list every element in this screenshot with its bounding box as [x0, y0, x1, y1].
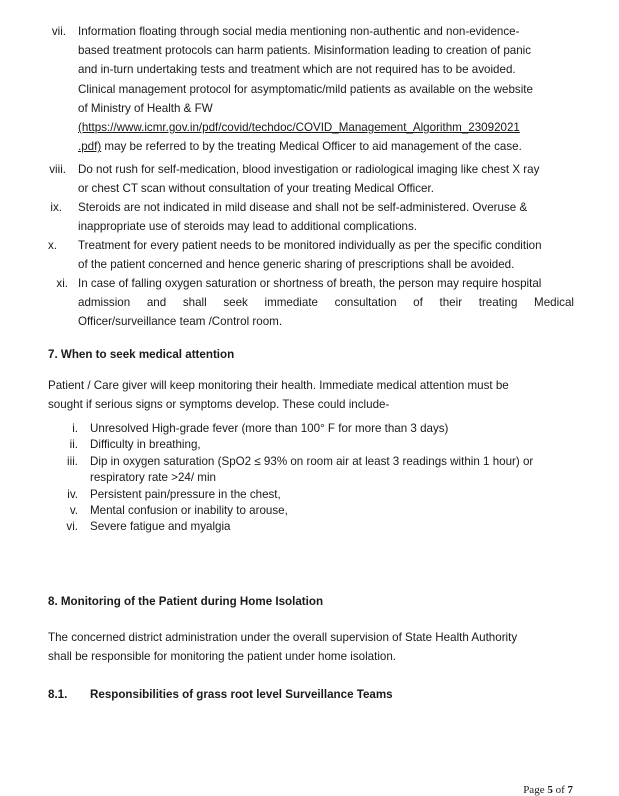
symptom-number: iv. — [67, 488, 78, 501]
para-line: The concerned district administration under the overall supervision of State Health Authority — [48, 631, 518, 644]
item-line: inappropriate use of steroids may lead to additional complications. — [78, 220, 417, 234]
item-line: admission and shall seek immediate consultation of their treating Medical — [78, 296, 574, 310]
section-7-intro — [48, 376, 578, 414]
symptom-number: ii. — [69, 438, 78, 451]
item-line: may be referred to by the treating Medical Officer to aid management of the case. — [101, 140, 522, 154]
symptom-line: Mental confusion or inability to arouse, — [90, 504, 288, 517]
symptom-number: v. — [69, 504, 78, 517]
item-line: based treatment protocols can harm patients. Misinformation leading to creation of panic — [78, 44, 532, 58]
item-line: Treatment for every patient needs to be monitored individually as per the specific condition — [78, 239, 542, 252]
page-of-label: of — [552, 784, 568, 796]
item-line: Officer/surveillance team /Control room. — [78, 315, 283, 329]
section-8-heading: 8. Monitoring of the Patient during Home Isolation — [48, 595, 324, 608]
item-number: vii. — [51, 25, 66, 38]
page-number: 5 — [547, 784, 553, 796]
item-number: x. — [48, 239, 58, 252]
item-line: of Ministry of Health & FW — [78, 101, 213, 115]
page-footer — [523, 784, 573, 796]
page-label: Page — [523, 784, 548, 796]
item-line: Steroids are not indicated in mild disease and shall not be self-administered. Overuse & — [78, 201, 528, 214]
symptom-line: Severe fatigue and myalgia — [90, 520, 231, 533]
protocol-link-end[interactable]: .pdf) — [78, 140, 102, 154]
symptom-line: Difficulty in breathing, — [90, 438, 201, 451]
para-line: Patient / Care giver will keep monitoring their health. Immediate medical attention must be — [48, 379, 509, 392]
protocol-link[interactable]: (https://www.icmr.gov.in/pdf/covid/techdoc/COVID_Management_Algorithm_23092021 — [78, 121, 520, 135]
item-line: Clinical management protocol for asymptomatic/mild patients as available on the website — [78, 82, 533, 96]
para-line: sought if serious signs or symptoms develop. These could include- — [48, 398, 390, 412]
item-line: or chest CT scan without consultation of your treating Medical Officer. — [78, 182, 434, 196]
symptom-line: Dip in oxygen saturation (SpO2 ≤ 93% on room air at least 3 readings within 1 hour) or — [90, 455, 534, 468]
symptom-line: Unresolved High-grade fever (more than 100° F for more than 3 days) — [90, 422, 449, 435]
section-8-1-number: 8.1. — [48, 688, 68, 701]
item-line: Do not rush for self-medication, blood investigation or radiological imaging like chest X ray — [78, 163, 540, 176]
symptom-number: iii. — [67, 455, 78, 468]
symptom-number: i. — [72, 422, 78, 435]
section-8-paragraph — [48, 628, 578, 666]
symptom-number: vi. — [66, 520, 78, 533]
item-line: and in-turn undertaking tests and treatment which are not required has to be avoided. — [78, 63, 516, 77]
item-line: Information floating through social media mentioning non-authentic and non-evidence- — [78, 25, 520, 38]
item-number: viii. — [49, 163, 66, 176]
item-line: In case of falling oxygen saturation or shortness of breath, the person may require hospital — [78, 277, 542, 290]
section-8-1-title: Responsibilities of grass root level Surveillance Teams — [90, 688, 393, 701]
page-total: 7 — [567, 784, 573, 796]
section-7-heading: 7. When to seek medical attention — [48, 348, 235, 361]
item-number: xi. — [56, 277, 68, 290]
symptom-line: Persistent pain/pressure in the chest, — [90, 488, 281, 501]
item-number: ix. — [50, 201, 62, 214]
item-line: of the patient concerned and hence generic sharing of prescriptions shall be avoided. — [78, 258, 515, 272]
symptom-line: respiratory rate >24/ min — [90, 471, 216, 484]
para-line: shall be responsible for monitoring the patient under home isolation. — [48, 650, 397, 664]
